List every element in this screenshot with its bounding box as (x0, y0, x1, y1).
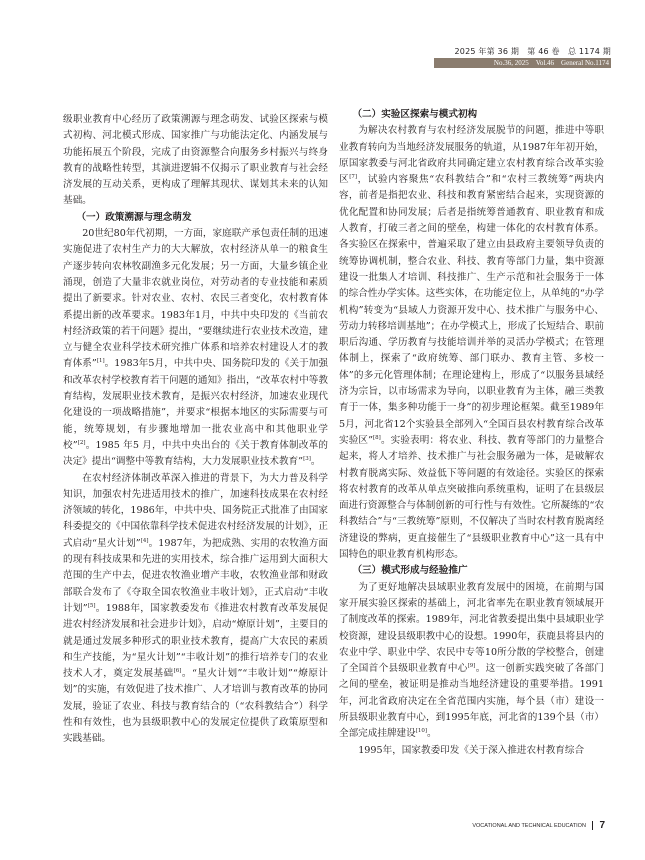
intro-paragraph: 级职业教育中心经历了政策溯源与理念萌发、试验区探索与模式初构、河北模式形成、国家推广与功能法定化、内涵发展与功能拓展五个阶段，完成了由资源整合向服务乡村振兴与终身教育的战略性转型，其演进逻辑不仅揭示了职业教育与社会经济发展的互动关系，更构成了理解其现状、谋划其未来的认知基础。 (63, 114, 328, 207)
citation-8: [8] (373, 434, 381, 441)
text-run: 。1987年，为把成熟、实用的农牧渔方面的现有科技成果和先进的实用技术，综合推广运用到大面积大范围的生产中去，促进农牧渔业增产丰收，农牧渔业部和财政部联合发布了《夺取全国农牧渔业丰收计划》，正式启动“丰收计划” (63, 537, 329, 614)
text-run: 。1985 年5 月，中共中央出台的《关于教育体制改革的决定》提出“调整中等教育结构，大力发展职业技术教育” (63, 439, 329, 468)
citation-2: [2] (77, 439, 86, 446)
citation-1: [1] (96, 358, 105, 365)
right-column (339, 107, 604, 759)
journal-name: VOCATIONAL AND TECHNICAL EDUCATION (472, 822, 586, 829)
page-number: 7 (599, 820, 605, 831)
citation-3: [3] (303, 456, 311, 463)
issue-header (434, 46, 611, 68)
text-run: 为解决农村教育与农村经济发展脱节的问题，推进中等职业教育转向为当地经济发展服务的轨道，从1987年年初开始，原国家教委与河北省政府共同确定建立农村教育综合改革实验区 (339, 125, 604, 186)
section-heading-2: （二）实验区探索与模式初构 (352, 109, 478, 120)
text-run: 。1988年，国家教委发布《推进农村教育改革发展促进农村经济发展和社会进步计划》，启动“燎原计划”，主要目的就是通过发展多种形式的职业技术教育，提高广大农民的素质和生产技能，为“星火计划”“丰收计划”的推行培养专门的农业技术人才，奠定发展基础 (63, 602, 329, 680)
paragraph-policy-origins (63, 226, 328, 470)
footer-divider (592, 821, 594, 830)
citation-7: [7] (349, 174, 358, 180)
paragraph-1995: 1995年，国家教委印发《关于深入推进农村教育综合 (358, 744, 585, 756)
issue-info-english: No.36, 2025 Vol.46 General No.1174 (434, 58, 611, 68)
paragraph-hebei-model (339, 580, 604, 743)
text-run: 。这一创新实践突破了各部门之间的壁垒，被证明是推动当地经济建设的重要举措。1991年，河北省政府决定在全省范围内实施，每个县（市）建设一所县级职业教育中心，到1995年底，河北省的139个县（市）全部完成挂牌建设 (339, 663, 605, 740)
text-run: 。“星火计划”“丰收计划”“燎原计划”的实施，有效促进了技术推广、人才培训与教育改革的协同发展，验证了农业、科技与教育结合的（“农科教结合”）科学性和有效性，也为县级职教中心的发展定位提供了政策原型和实践基础。 (63, 668, 329, 745)
paragraph-three-plans (63, 471, 328, 748)
text-run: 。 (427, 728, 437, 740)
text-run: 在农村经济体制改革深入推进的背景下，为大力普及科学知识，加强农村先进适用技术的推广，加速科技成果在农村经济领域的转化，1986年，中共中央、国务院正式批准了由国家科委提交的《中国依靠科学技术促进农村经济发展的计划》，正式启动“星火计划” (63, 472, 328, 549)
text-run: 。 (310, 456, 321, 468)
citation-5: [5] (87, 602, 96, 609)
text-run: 。1983年5月，中共中央、国务院印发的《关于加强和改革农村学校教育若干问题的通知》指出，“改革农村中等教育结构，发展职业技术教育，是振兴农村经济，加速农业现代化建设的一项战略措施”，并要求“根据本地区的实际需要与可能，统筹规划，有步骤地增加一批农业高中和其他职业学校” (63, 358, 328, 451)
citation-9: [9] (467, 662, 476, 669)
left-column (63, 112, 328, 748)
issue-info-chinese: 2025 年第 36 期 第 46 卷 总 1174 期 (454, 47, 611, 56)
page-footer (472, 820, 605, 831)
text-run: ，试验内容聚焦“农科教结合”和“农村三教统筹”两块内容，前者是指把农业、科技和教育紧密结合起来，实现资源的优化配置和协同发展；后者是指统筹普通教育、职业教育和成人教育，打破三者之间的壁垒，构建一体化的农村教育体系。各实验区在探索中，普遍采取了建立由县政府主要领导负责的统筹协调机制，整合农业、科技、教育等部门力量，集中资源建设一批集人才培训、科技推广、生产示范和社会服务于一体的综合性办学实体。这些实体，在功能定位上，从单纯的“办学机构”转变为“县域人力资源开发中心、技术推广与服务中心、劳动力转移培训基地”；在办学模式上，形成了长短结合、职前职后沟通、学历教育与技能培训并举的灵活办学模式；在管理体制上，探索了“政府统筹、部门联办、教育主管、多校一体”的多元化管理体制；在理论建构上，形成了“以服务县域经济为宗旨，以市场需求为导向，以职业教育为主体，融三类教育于一体，集多种功能于一身”的初步理论框架。截至1989年5月，河北省12个实验县全部列入“全国百县农村教育综合改革实验区” (339, 174, 605, 446)
section-heading-3: （三）模式形成与经验推广 (352, 565, 468, 577)
text-run: 。实验表明：将农业、科技、教育等部门的力量整合起来，将人才培养、技术推广与社会服务融为一体，是破解农村教育脱离实际、效益低下等问题的有效途径。实验区的探索将农村教育的改革从单点突破推向系统重构，证明了在县级层面进行资源整合与体制创新的可行性与有效性。它所凝练的“农科教结合”与“三教统筹”原则，不仅解决了当时农村教育脱离经济建设的弊病，更直接催生了“县级职业教育中心”这一具有中国特色的职业教育机构形态。 (339, 434, 605, 561)
text-run: 20世纪80年代初期，一方面，家庭联产承包责任制的迅速实施促进了农村生产力的大大解放，农村经济从单一的粮食生产逐步转向农林牧副渔多元化发展；另一方面，大量乡镇企业涌现，创造了大量非农就业岗位，对劳动者的专业技能和素质提出了新要求。针对农业、农村、农民三者变化，农村教育体系提出新的改革要求。1983年1月，中共中央印发的《当前农村经济政策的若干问题》提出，“要继续进行农业技术改造，建立与健全农业科学技术研究推广体系和培养农村建设人才的教育体系” (63, 228, 328, 370)
citation-10: [10] (415, 728, 428, 735)
citation-6: [6] (173, 667, 182, 674)
paragraph-experimental-zones (339, 123, 604, 563)
text-run: 为了更好地解决县域职业教育发展中的困境，在前期与国家开展实验区探索的基础上，河北省率先在职业教育领域展开了制度改革的探索。1989年，河北省教委提出集中县域职业学校资源，建设县级职教中心的设想。1990年，获鹿县将县内的农业中学、职业中学、农民中专等10所分散的学校整合，创建了全国首个县级职业教育中心 (339, 581, 604, 675)
citation-4: [4] (140, 537, 149, 544)
section-heading-1: （一）政策溯源与理念萌发 (76, 211, 192, 223)
